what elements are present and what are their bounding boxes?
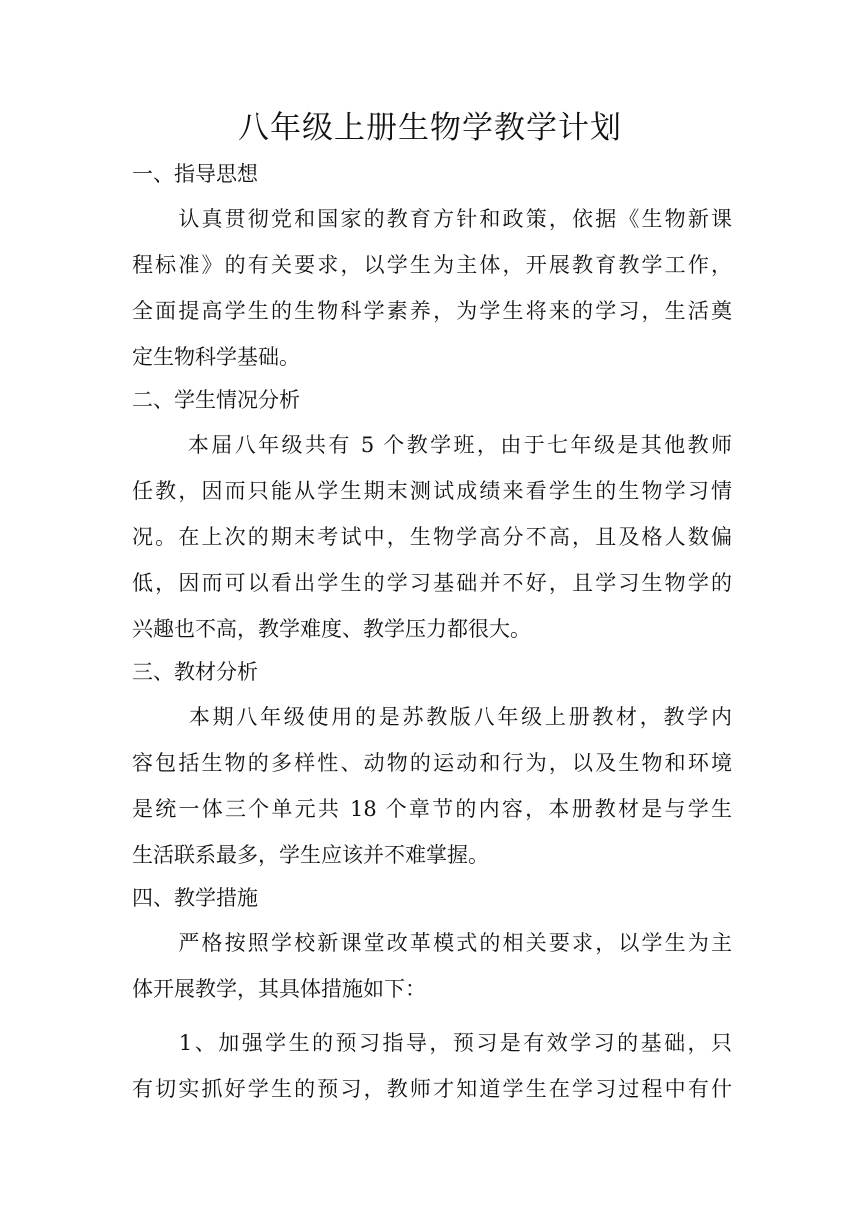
paragraph-teaching-measures-intro — [132, 920, 732, 1012]
text-line: 任教，因而只能从学生期末测试成绩来看学生的生物学习情 — [132, 479, 732, 503]
document-body — [132, 154, 732, 1112]
document-title: 八年级上册生物学教学计划 — [238, 110, 622, 146]
section-heading-guiding-ideology: 一、指导思想 — [132, 162, 258, 186]
text-line: 全面提高学生的生物科学素养，为学生将来的学习，生活奠 — [132, 299, 732, 323]
text-line: 有切实抓好学生的预习，教师才知道学生在学习过程中有什 — [132, 1077, 732, 1101]
text-line: 1、加强学生的预习指导，预习是有效学习的基础，只 — [132, 1031, 732, 1055]
text-line: 认真贯彻党和国家的教育方针和政策，依据《生物新课 — [132, 207, 732, 231]
text-line: 程标准》的有关要求，以学生为主体，开展教育教学工作， — [132, 253, 732, 277]
text-line: 本期八年级使用的是苏教版八年级上册教材，教学内 — [132, 705, 732, 729]
paragraph-guiding-ideology — [132, 196, 732, 380]
text-line: 是统一体三个单元共 18 个章节的内容，本册教材是与学生 — [132, 797, 732, 821]
text-line: 本届八年级共有 5 个教学班，由于七年级是其他教师 — [132, 433, 732, 457]
text-line: 严格按照学校新课堂改革模式的相关要求，以学生为主 — [132, 931, 732, 955]
text-line: 生活联系最多，学生应该并不难掌握。 — [132, 843, 489, 867]
text-line: 况。在上次的期末考试中，生物学高分不高，且及格人数偏 — [132, 525, 732, 549]
text-line: 定生物科学基础。 — [132, 345, 300, 369]
paragraph-textbook-analysis — [132, 694, 732, 878]
paragraph-measure-1 — [132, 1020, 732, 1112]
text-line: 兴趣也不高，教学难度、教学压力都很大。 — [132, 617, 531, 641]
section-heading-student-analysis: 二、学生情况分析 — [132, 388, 300, 412]
section-heading-teaching-measures: 四、教学措施 — [132, 886, 258, 910]
paragraph-student-analysis — [132, 422, 732, 652]
text-line: 低，因而可以看出学生的学习基础并不好，且学习生物学的 — [132, 571, 732, 595]
text-line: 容包括生物的多样性、动物的运动和行为，以及生物和环境 — [132, 751, 732, 775]
section-heading-textbook-analysis: 三、教材分析 — [132, 660, 258, 684]
text-line: 体开展教学，其具体措施如下： — [132, 977, 426, 1001]
